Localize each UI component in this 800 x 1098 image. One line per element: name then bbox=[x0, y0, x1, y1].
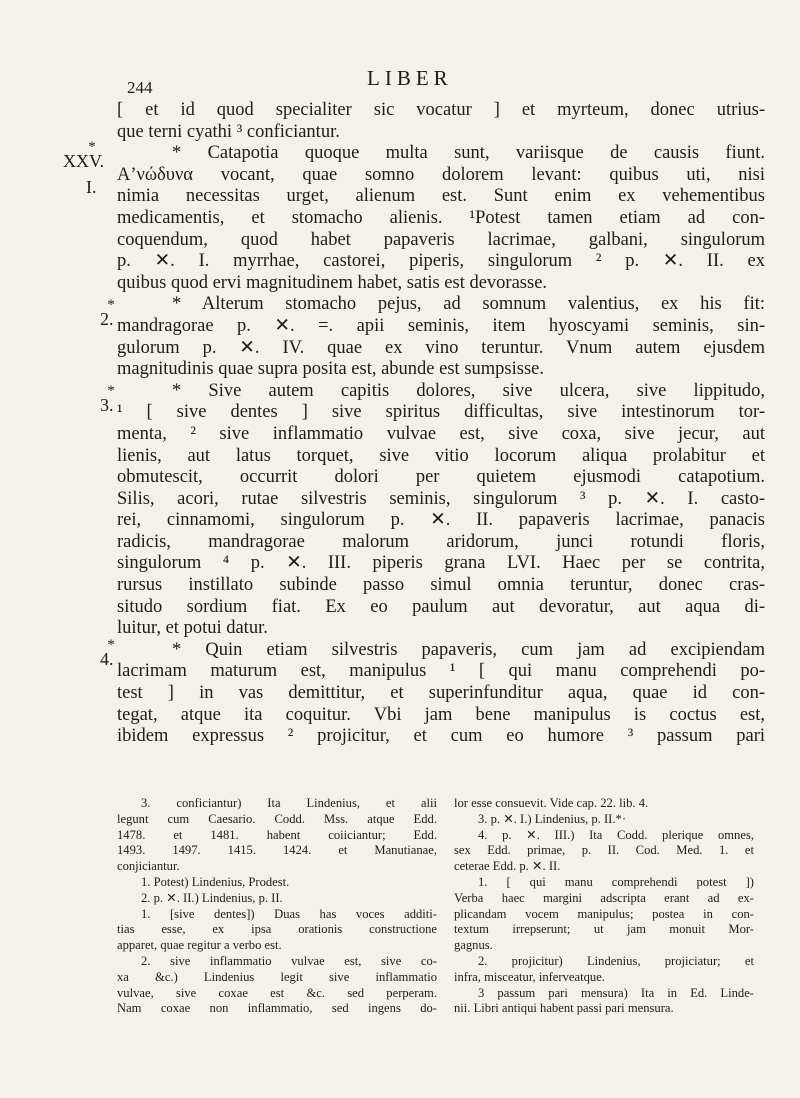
footnote-line: 1478. et 1481. habent coiiciantur; Edd. bbox=[117, 827, 437, 842]
margin-number-label: XXV. bbox=[63, 151, 105, 171]
text-line: p. ✕. I. myrrhae, castorei, piperis, singulorum ² p. ✕. II. ex bbox=[117, 251, 765, 272]
footnote-line: tias esse, ex ipsa orationis constructione bbox=[117, 922, 437, 937]
text-line: * Alterum stomacho pejus, ad somnum valentius, ex his fit: bbox=[172, 294, 765, 315]
text-line: lacrimam maturum est, manipulus ¹ [ qui manu comprehendi po- bbox=[117, 661, 765, 682]
text-line: obmutescit, occurrit dolori per quietem ejusmodi catapotium. bbox=[117, 467, 765, 488]
footnote-line: 2. p. ✕. II.) Lindenius, p. II. bbox=[141, 890, 283, 905]
footnote-line: ceterae Edd. p. ✕. II. bbox=[454, 859, 561, 874]
text-line: gulorum p. ✕. IV. quae ex vino teruntur. Vnum autem ejusdem bbox=[117, 337, 765, 358]
text-line: singulorum ⁴ p. ✕. III. piperis grana LVI. Haec per se contrita, bbox=[117, 553, 765, 574]
footnote-line: 3. conficiantur) Ita Lindenius, et alii bbox=[141, 796, 437, 810]
text-line: menta, ² sive inflammatio vulvae est, sive coxa, sive jecur, aut bbox=[117, 423, 765, 444]
footnote-line: textum irrepserunt; ut jam monuit Mor- bbox=[454, 922, 754, 937]
footnote-line: vulvae, sive coxae est &c. sed perperam. bbox=[117, 985, 437, 1000]
asterisk-icon: * bbox=[107, 383, 115, 399]
running-head: LIBER bbox=[367, 66, 453, 90]
text-line: Aʼνώδυνα vocant, quae somno dolorem levant: quibus uti, nisi bbox=[117, 164, 765, 185]
footnote-line: infra, misceatur, inferveatque. bbox=[454, 969, 605, 984]
asterisk-icon: * bbox=[107, 297, 115, 313]
text-line: rursus instillato subinde passo simul omnia teruntur, donec cras- bbox=[117, 575, 765, 596]
text-line: medicamentis, et stomacho alienis. ¹Potest tamen etiam ad con- bbox=[117, 207, 765, 228]
text-line: nimia necessitas urget, alienum est. Sunt enim ex vehementibus bbox=[117, 186, 765, 207]
footnote-line: sex Edd. primae, p. II. Cod. Med. 1. et bbox=[454, 843, 754, 858]
page-number: 244 bbox=[127, 78, 153, 97]
text-line: * Catapotia quoque multa sunt, variisque de causis fiunt. bbox=[172, 143, 765, 164]
footnote-line: plicandam vocem manipulus; postea in con- bbox=[454, 906, 754, 921]
footnotes-right bbox=[454, 796, 754, 1017]
text-line: test ] in vas demittitur, et superinfunditur aqua, quae id con- bbox=[117, 683, 765, 704]
text-line: quibus quod ervi magnitudinem habet, satis est devorasse. bbox=[117, 272, 548, 293]
text-line: lienis, aut latus torquet, sive vitio locorum aliqua prolabitur et bbox=[117, 445, 765, 466]
footnote-line: 3. p. ✕. I.) Lindenius, p. II.*· bbox=[478, 811, 627, 826]
main-text bbox=[117, 100, 765, 748]
margin-number bbox=[63, 139, 105, 171]
text-line: [ et id quod specialiter sic vocatur ] et myrteum, donec utrius- bbox=[117, 100, 765, 120]
margin-number-label: 4. bbox=[100, 649, 114, 669]
footnote-line: 1. [sive dentes]) Duas has voces additi- bbox=[141, 906, 437, 921]
footnote-line: legunt cum Caesario. Codd. Mss. atque Edd. bbox=[117, 811, 437, 826]
footnote-line: 3 passum pari mensura) Ita in Ed. Linde- bbox=[478, 985, 754, 1000]
footnote-line: xa &c.) Lindenius legit sive inflammatio bbox=[117, 969, 437, 984]
footnote-line: 2. projicitur) Lindenius, projiciatur; et bbox=[478, 953, 754, 968]
text-line: que terni cyathi ³ conficiantur. bbox=[117, 121, 340, 142]
footnote-line: 4. p. ✕. III.) Ita Codd. plerique omnes, bbox=[478, 827, 754, 842]
text-line: ibidem expressus ² projicitur, et cum eo humore ³ passum pari bbox=[117, 726, 765, 747]
margin-number-label: 2. bbox=[100, 309, 114, 329]
text-line: * Quin etiam silvestris papaveris, cum jam ad excipiendam bbox=[172, 639, 765, 660]
footnote-line: gagnus. bbox=[454, 938, 493, 953]
footnote-line: 2. sive inflammatio vulvae est, sive co- bbox=[141, 953, 437, 968]
asterisk-icon: * bbox=[107, 637, 115, 653]
text-line: * Sive autem capitis dolores, sive ulcera, sive lippitudo, bbox=[172, 380, 765, 401]
text-line: magnitudinis quae supra posita est, abunde est sumpsisse. bbox=[117, 359, 544, 380]
footnote-line: conjiciantur. bbox=[117, 859, 180, 874]
footnote-line: Verba haec margini adscripta erant ad ex- bbox=[454, 890, 754, 905]
footnote-line: apparet, quae regitur a verbo est. bbox=[117, 938, 282, 953]
text-line: mandragorae p. ✕. =. apii seminis, item hyoscyami seminis, sin- bbox=[117, 315, 765, 336]
footnote-line: Nam coxae non inflammatio, sed ingens do- bbox=[117, 1001, 437, 1016]
text-line: radicis, mandragorae malorum aridorum, junci rotundi floris, bbox=[117, 531, 765, 552]
text-line: coquendum, quod habet papaveris lacrimae, galbani, singulorum bbox=[117, 229, 765, 250]
footnote-line: 1. [ qui manu comprehendi potest ]) bbox=[478, 874, 754, 889]
asterisk-icon: * bbox=[88, 139, 96, 155]
margin-number bbox=[86, 178, 97, 196]
footnote-line: 1. Potest) Lindenius, Prodest. bbox=[141, 874, 290, 889]
margin-number-label: 3. bbox=[100, 395, 114, 415]
text-line: Silis, acori, rutae silvestris seminis, singulorum ³ p. ✕. I. casto- bbox=[117, 488, 765, 509]
text-line: rei, cinnamomi, singulorum p. ✕. II. papaveris lacrimae, panacis bbox=[117, 510, 765, 531]
text-line: luitur, et potui datur. bbox=[117, 618, 268, 639]
margin-number-label: I. bbox=[86, 177, 97, 197]
footnote-line: nii. Libri antiqui habent passi pari mensura. bbox=[454, 1001, 674, 1016]
footnote-line: lor esse consuevit. Vide cap. 22. lib. 4. bbox=[454, 796, 649, 810]
footnotes-left bbox=[117, 796, 437, 1017]
footnote-line: 1493. 1497. 1415. 1424. et Manutianae, bbox=[117, 843, 437, 858]
text-line: situdo sordium fiat. Ex eo paulum aut devoratur, aut aqua di- bbox=[117, 596, 765, 617]
text-line: tegat, atque ita coquitur. Vbi jam bene manipulus is coctus est, bbox=[117, 704, 765, 725]
text-line: ¹ [ sive dentes ] sive spiritus difficultas, sive intestinorum tor- bbox=[117, 402, 765, 423]
